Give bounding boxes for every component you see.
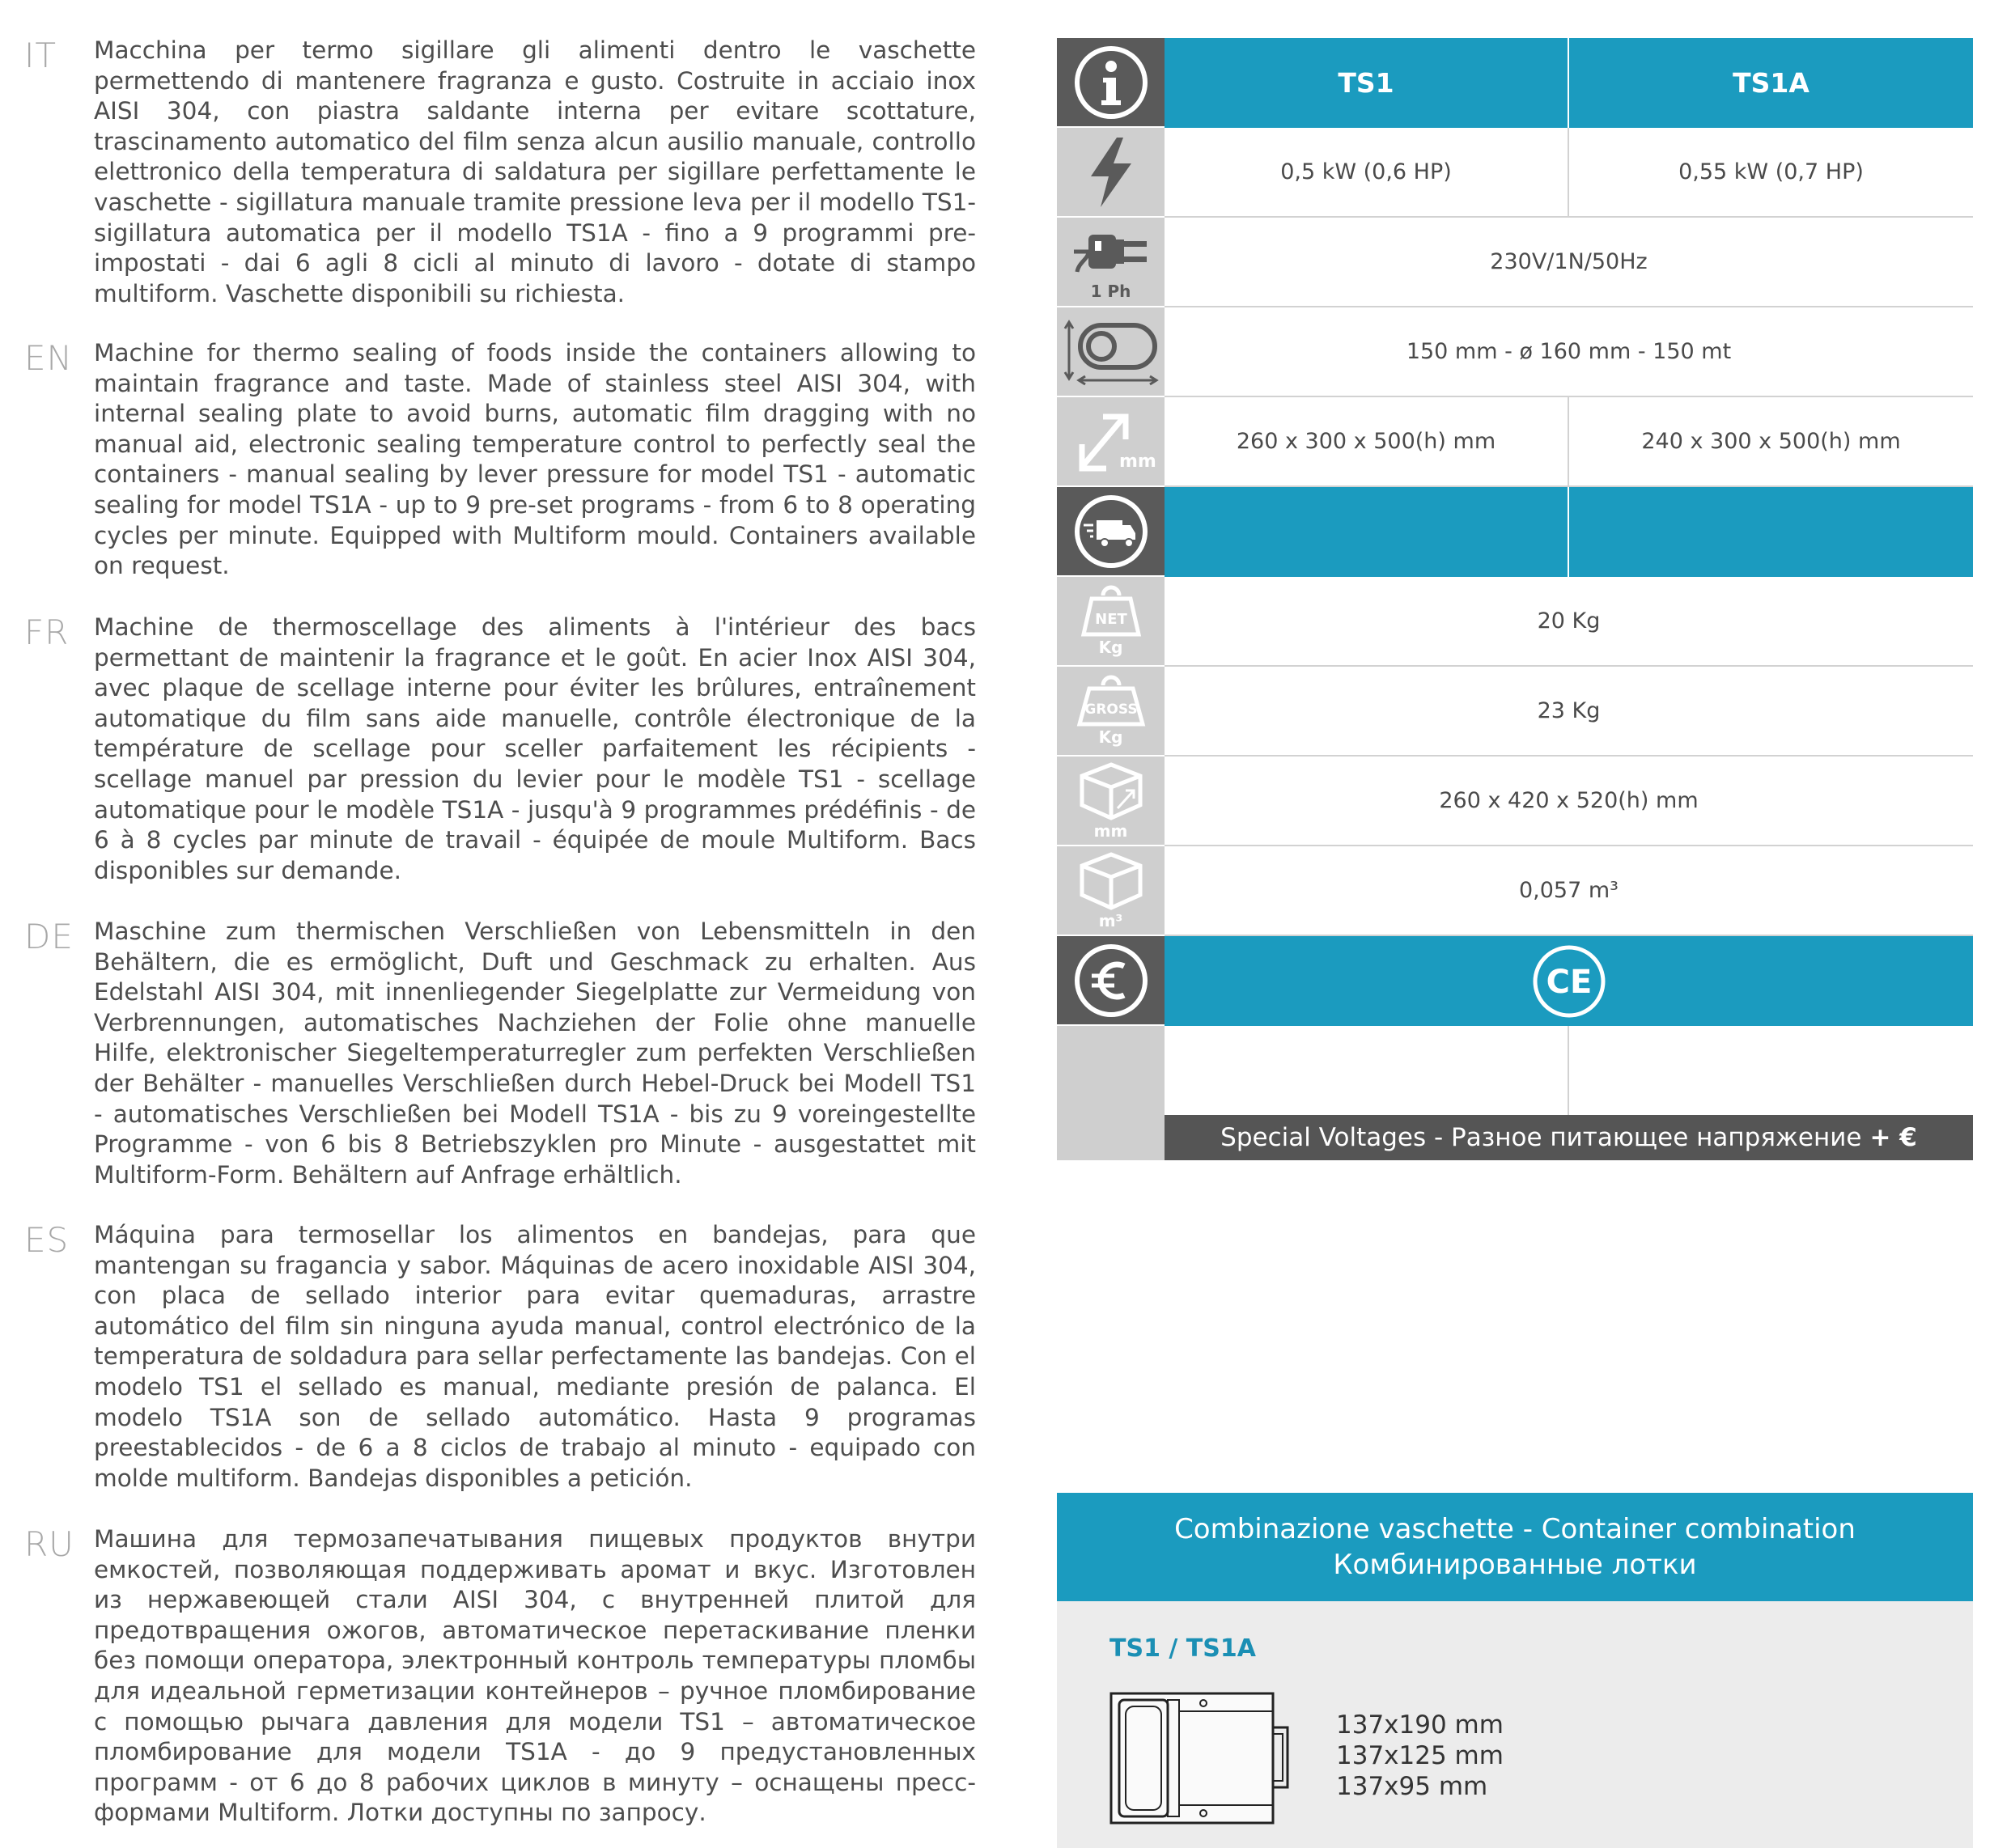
container-size: 137x125 mm	[1336, 1741, 1504, 1770]
model-ts1a-header: TS1A	[1569, 38, 1973, 128]
net-weight-unit: Kg	[1098, 637, 1123, 657]
spec-row-volume	[1057, 846, 1973, 936]
spec-row-dimensions	[1057, 397, 1973, 487]
packaging-dimensions-value: 260 x 420 x 520(h) mm	[1165, 757, 1973, 846]
lang-text: Machine de thermoscellage des aliments à l'intérieur des bacs permettant de maintenir la fragrance et le goût. En acier Inox AISI 304, avec plaque de scellage interne pour éviter les brûlures, entraînement automatique du film sans aide manuelle, contrôle électronique de la température de scellage pour sceller parfaitement les récipients - scellage manuel par pression du levier pour le modèle TS1 - scellage automatique pour le modèle TS1A - jusqu'à 9 programmes prédéfinis - de 6 à 8 cycles par minute de travail - équipée de moule Multiform. Bacs disponibles sur demande.	[94, 613, 976, 884]
lightning-icon	[1057, 128, 1165, 218]
dimensions-icon	[1057, 397, 1165, 487]
spec-row-price	[1057, 936, 1973, 1026]
delivery-truck-icon	[1057, 487, 1165, 577]
container-size: 137x190 mm	[1336, 1710, 1504, 1740]
lang-code: FR	[24, 612, 70, 652]
spec-row-gross-weight	[1057, 667, 1973, 757]
film-value: 150 mm - ø 160 mm - 150 mt	[1165, 307, 1973, 397]
container-sizes-list	[1336, 1710, 1504, 1802]
model-ts1-header: TS1	[1165, 38, 1569, 128]
delivery-ts1a	[1569, 487, 1973, 577]
euro-icon	[1057, 936, 1165, 1026]
net-weight-icon-label: NET	[1094, 610, 1127, 628]
footer-icon-cell	[1057, 1115, 1165, 1160]
voltage-value: 230V/1N/50Hz	[1165, 218, 1973, 307]
ce-mark-icon	[1530, 943, 1608, 1020]
gross-weight-icon-label: GROSS	[1084, 701, 1138, 718]
spec-row-power	[1057, 128, 1973, 218]
container-model-label: TS1 / TS1A	[1109, 1634, 1256, 1663]
film-roll-icon	[1057, 307, 1165, 397]
lang-code: EN	[24, 338, 73, 378]
lang-code: IT	[24, 36, 57, 75]
plug-icon	[1057, 218, 1165, 307]
plug-icon-label: 1 Ph	[1090, 281, 1131, 301]
lang-text: Maschine zum thermischen Verschließen von Lebensmitteln in den Behältern, die es ermöglicht, Duft und Geschmack zu erhalten. Aus Edelstahl AISI 304, mit innenliegender Siegelplatte zur Vermeidung von Verbrennungen, automatisches Nachziehen der Folie ohne manuelle Hilfe, elektronischer Siegeltemperaturregler zum perfekten Verschließen der Behälter - manuelles Verschließen durch Hebel-Druck bei Modell TS1 - automatisches Verschließen bei Modell TS1A - bis zu 9 voreingestellte Programme - von 6 bis 8 Betriebszyklen pro Minute - ausgestattet mit Multiform-Form. Behältern auf Anfrage erhältlich.	[94, 918, 976, 1189]
lang-text: Máquina para termosellar los alimentos en bandejas, para que mantengan su fragancia y sabor. Máquinas de acero inoxidable AISI 304, con placa de sellado interior para evitar quemaduras, arrastre automático del film sin ninguna ayuda manual, control electrónico de la temperatura de soldadura para sellar perfectamente las bandejas. Con el modelo TS1 el sellado es manual, mediante presión de palanca. El modelo TS1A son de sellado automático. Hasta 9 programas preestablecidos - de 6 a 8 ciclos de trabajo al minuto - equipado con molde multiform. Bandejas disponibles a petición.	[94, 1221, 976, 1492]
spec-footer-row	[1057, 1115, 1973, 1160]
package-volume-icon	[1057, 846, 1165, 936]
spec-row-voltage	[1057, 218, 1973, 307]
volume-value: 0,057 m³	[1165, 846, 1973, 936]
special-voltages-text: Special Voltages - Разное питающее напряжение	[1220, 1123, 1862, 1152]
power-ts1: 0,5 kW (0,6 HP)	[1165, 128, 1569, 218]
dimensions-icon-label: mm	[1118, 451, 1156, 472]
spec-table	[1057, 38, 1973, 1160]
info-icon	[1057, 38, 1165, 128]
lang-code: RU	[24, 1524, 74, 1564]
price-ts1	[1165, 1026, 1569, 1115]
container-combination-header	[1057, 1493, 1973, 1601]
container-combination-title: Combinazione vaschette - Container combination	[1174, 1513, 1856, 1545]
price-icon-cell	[1057, 1026, 1165, 1115]
net-weight-icon	[1057, 577, 1165, 667]
power-ts1a: 0,55 kW (0,7 HP)	[1569, 128, 1973, 218]
dimensions-ts1a: 240 x 300 x 500(h) mm	[1569, 397, 1973, 487]
spec-row-net-weight	[1057, 577, 1973, 667]
gross-weight-icon	[1057, 667, 1165, 757]
gross-weight-value: 23 Kg	[1165, 667, 1973, 757]
ce-mark-text: CE	[1546, 963, 1592, 1001]
special-voltages-note	[1165, 1115, 1973, 1160]
spec-row-delivery	[1057, 487, 1973, 577]
special-voltages-suffix: + €	[1869, 1123, 1917, 1152]
net-weight-value: 20 Kg	[1165, 577, 1973, 667]
ce-mark-cell	[1165, 936, 1973, 1026]
lang-code: DE	[24, 917, 74, 956]
lang-text: Macchina per termo sigillare gli alimenti dentro le vaschette permettendo di mantenere fragranza e gusto. Costruite in acciaio inox AISI 304, con piastra saldante interna per evitare scottature, trascinamento automatico del film senza alcun ausilio manuale, controllo elettronico della temperatura di saldatura per sigillare perfettamente le vaschette - sigillatura manuale tramite pressione leva per il modello TS1- sigillatura automatica per il modello TS1A - fino a 9 programmi pre-impostati - dai 6 agli 8 cicli al minuto di lavoro - dotate di stampo multiform. Vaschette disponibili su richiesta.	[94, 36, 976, 307]
gross-weight-unit: Kg	[1098, 727, 1123, 747]
package-volume-unit: m³	[1098, 910, 1123, 930]
lang-text: Machine for thermo sealing of foods inside the containers allowing to maintain fragrance and taste. Made of stainless steel AISI 304, with internal sealing plate to avoid burns, automatic film dragging with no manual aid, electronic sealing temperature control to perfectly seal the containers - manual sealing by lever pressure for model TS1 - automatic sealing for model TS1A - up to 9 pre-set programs - from 6 to 8 operating cycles per minute. Equipped with Multiform mould. Containers available on request.	[94, 339, 976, 580]
dimensions-ts1: 260 x 300 x 500(h) mm	[1165, 397, 1569, 487]
container-combination-subtitle: Комбинированные лотки	[1333, 1549, 1697, 1581]
spec-row-price-values	[1057, 1026, 1973, 1115]
spec-row-film	[1057, 307, 1973, 397]
lang-code: ES	[24, 1220, 70, 1260]
delivery-ts1	[1165, 487, 1569, 577]
container-combination	[1057, 1493, 1973, 1848]
container-size: 137x95 mm	[1336, 1772, 1488, 1801]
spec-row-packaging	[1057, 757, 1973, 846]
container-tray-drawing	[1108, 1687, 1302, 1833]
lang-text: Машина для термозапечатывания пищевых продуктов внутри емкостей, позволяющая поддерживать аромат и вкус. Изготовлен из нержавеющей стали AISI 304, с внутренней плитой для предотвращения ожогов, автоматическое перетаскивание пленки без помощи оператора, электронный контроль температуры пломбы для идеальной герметизации контейнеров – ручное пломбирование с помощью рычага давления для модели TS1 – автоматическое пломбирование для модели TS1A - до 9 предустановленных программ - от 6 до 8 рабочих циклов в минуту – оснащены пресс-формами Multiform. Лотки доступны по запросу.	[94, 1525, 976, 1827]
package-dimensions-unit: mm	[1093, 820, 1128, 841]
package-dimensions-icon	[1057, 757, 1165, 846]
price-ts1a	[1569, 1026, 1973, 1115]
spec-header-row	[1057, 38, 1973, 128]
